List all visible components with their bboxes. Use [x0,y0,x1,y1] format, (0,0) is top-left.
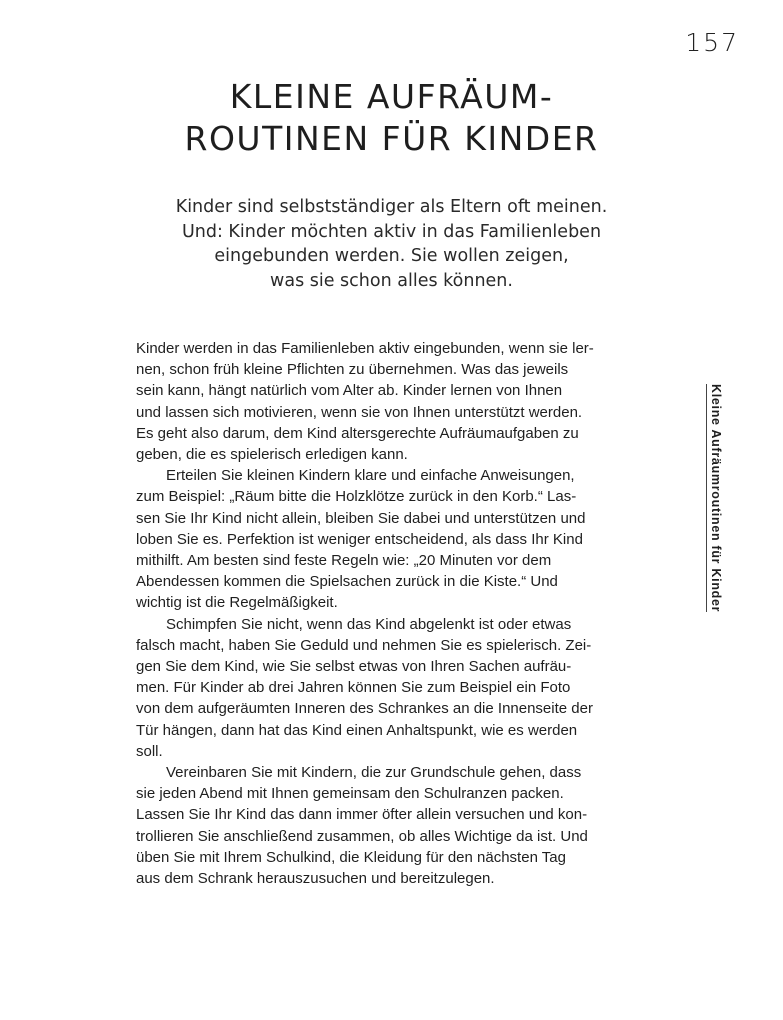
text-line: Erteilen Sie kleinen Kindern klare und einfache Anweisungen, [166,467,575,485]
text-line: Vereinbaren Sie mit Kindern, die zur Grundschule gehen, dass [166,764,582,782]
text-line: wichtig ist die Regelmäßigkeit. [136,594,338,612]
sidebar-chapter-label: Kleine Aufräumroutinen für Kinder [706,384,723,612]
text-line: Tür hängen, dann hat das Kind einen Anhaltspunkt, wie es werden [136,721,578,739]
title-line: ROUTINEN FÜR KINDER [184,119,599,158]
text-line: sie jeden Abend mit Ihnen gemeinsam den Schulranzen packen. [136,785,564,803]
text-line: loben Sie es. Perfektion ist weniger entscheidend, als dass Ihr Kind [136,530,583,548]
text-line: nen, schon früh kleine Pflichten zu übernehmen. Was das jeweils [136,361,569,379]
text-line: Kinder werden in das Familienleben aktiv eingebunden, wenn sie ler- [136,340,594,357]
text-line: sen Sie Ihr Kind nicht allein, bleiben Sie dabei und unterstützen und [136,509,586,527]
text-line: aus dem Schrank herauszusuchen und bereitzulegen. [136,870,495,888]
body-text [136,338,646,889]
text-line: men. Für Kinder ab drei Jahren können Sie zum Beispiel ein Foto [136,679,571,697]
paragraph-3 [136,614,646,762]
page-number: 157 [685,28,739,57]
text-line: sein kann, hängt natürlich vom Alter ab. Kinder lernen von Ihnen [136,382,563,400]
lead-paragraph [0,195,783,293]
lead-line: Kinder sind selbstständiger als Eltern oft meinen. [175,197,608,217]
paragraph-4 [136,762,646,889]
text-line: Lassen Sie Ihr Kind das dann immer öfter allein versuchen und kon- [136,806,588,824]
text-line: von dem aufgeräumten Inneren des Schrankes an die Innenseite der [136,700,593,718]
text-line: Abendessen kommen die Spielsachen zurück in die Kiste.“ Und [136,573,558,591]
lead-line: was sie schon alles können. [270,270,513,291]
paragraph-2 [136,465,646,613]
text-line: trollieren Sie anschließend zusammen, ob alles Wichtige da ist. Und [136,827,588,845]
lead-line: eingebunden werden. Sie wollen zeigen, [214,246,569,266]
text-line: gen Sie dem Kind, wie Sie selbst etwas von Ihren Sachen aufräu- [136,658,572,676]
text-line: üben Sie mit Ihrem Schulkind, die Kleidung für den nächsten Tag [136,848,566,866]
text-line: geben, die es spielerisch erledigen kann. [136,446,408,464]
text-line: zum Beispiel: „Räum bitte die Holzklötze zurück in den Korb.“ Las- [136,488,577,506]
text-line: Es geht also darum, dem Kind altersgerechte Aufräumaufgaben zu [136,424,579,442]
text-line: falsch macht, haben Sie Geduld und nehmen Sie es spielerisch. Zei- [136,636,592,654]
text-line: mithilft. Am besten sind feste Regeln wie: „20 Minuten vor dem [136,552,552,570]
text-line: Schimpfen Sie nicht, wenn das Kind abgelenkt ist oder etwas [166,615,572,633]
lead-line: Und: Kinder möchten aktiv in das Familienleben [181,221,602,242]
paragraph-1 [136,338,646,465]
title-line: KLEINE AUFRÄUM- [229,77,554,116]
text-line: und lassen sich motivieren, wenn sie von Ihnen unterstützt werden. [136,403,583,421]
page-title [0,76,783,160]
text-line: soll. [136,742,163,760]
